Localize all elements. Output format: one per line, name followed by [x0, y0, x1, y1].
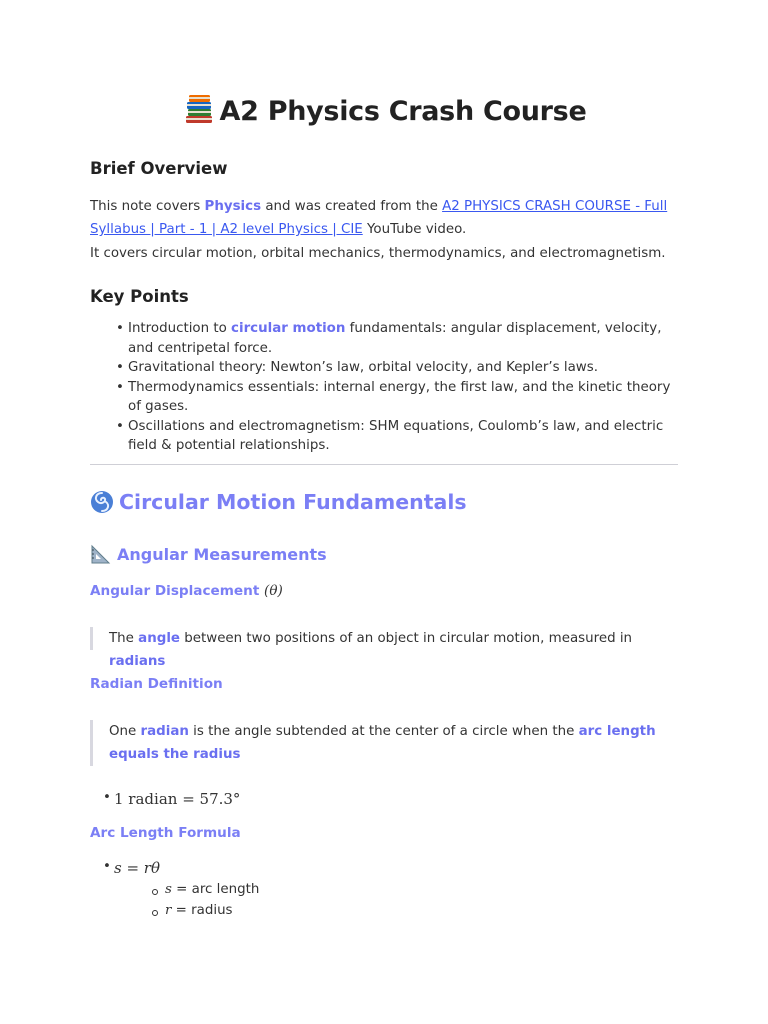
key-points-list — [90, 319, 683, 456]
overview-text-middle: and was created from the — [261, 199, 443, 214]
angle-highlight: angle — [138, 631, 180, 646]
page-title — [90, 92, 678, 127]
key-point-1-prefix: Introduction to — [128, 321, 232, 336]
cyclone-icon — [90, 490, 114, 519]
s-description: = arc length — [171, 882, 260, 897]
quote-text: One — [109, 724, 141, 739]
radian-definition-quote — [90, 720, 678, 766]
radians-highlight: radians — [109, 654, 166, 669]
radian-equation: 1 radian = 57.3° — [114, 790, 241, 808]
arc-length-formula-bullet — [114, 859, 160, 877]
variable-r-item — [165, 903, 233, 918]
subsection-heading — [90, 543, 327, 569]
quote-text: between two positions of an object in circular motion, measured in — [180, 631, 633, 646]
arc-length-equals-radius-highlight: arc length equals the radius — [109, 724, 656, 762]
overview-coverage: It covers circular motion, orbital mechanics, thermodynamics, and electromagnetism. — [90, 246, 666, 261]
overview-paragraph — [90, 195, 680, 241]
s-symbol: s — [165, 882, 172, 897]
triangular-ruler-icon — [90, 543, 112, 569]
overview-heading: Brief Overview — [90, 159, 228, 178]
key-point-1-suffix: fundamentals: angular displacement, velocity, and centripetal force. — [128, 321, 662, 356]
variable-s-item — [165, 882, 259, 897]
key-point-item: • Oscillations and electromagnetism: SHM equations, Coulomb’s law, and electric field & potential relationships. — [128, 417, 683, 456]
youtube-video-link[interactable]: A2 PHYSICS CRASH COURSE - Full Syllabus | Part - 1 | A2 level Physics | CIE — [90, 199, 668, 237]
radian-definition-heading: Radian Definition — [90, 676, 223, 692]
key-point-item — [128, 319, 683, 358]
quote-text: The — [109, 631, 139, 646]
radian-value-bullet — [114, 790, 240, 808]
subject-highlight: Physics — [204, 199, 262, 214]
quote-text: is the angle subtended at the center of a circle when the — [188, 724, 579, 739]
key-point-item: • Thermodynamics essentials: internal energy, the first law, and the kinetic theory of gases. — [128, 378, 683, 417]
section-divider — [90, 464, 678, 465]
section-heading-text: Circular Motion Fundamentals — [119, 490, 467, 514]
angular-displacement-quote — [90, 627, 678, 669]
angular-displacement-heading — [90, 583, 283, 599]
theta-symbol: (θ) — [264, 583, 283, 599]
circular-motion-highlight: circular motion — [231, 321, 346, 336]
overview-text-suffix: YouTube video. — [362, 222, 467, 237]
key-point-item: • Gravitational theory: Newton’s law, orbital velocity, and Kepler’s laws. — [128, 358, 683, 378]
angular-displacement-label: Angular Displacement — [90, 583, 260, 599]
section-heading — [90, 490, 467, 519]
radian-highlight: radian — [140, 724, 189, 739]
arc-length-formula: s = rθ — [114, 859, 161, 877]
key-points-heading: Key Points — [90, 287, 189, 306]
subsection-heading-text: Angular Measurements — [117, 545, 327, 564]
page-title-text: A2 Physics Crash Course — [219, 96, 587, 127]
books-icon — [182, 92, 216, 126]
r-symbol: r — [165, 903, 172, 918]
arc-length-heading: Arc Length Formula — [90, 825, 241, 841]
r-description: = radius — [171, 903, 233, 918]
overview-text-prefix: This note covers — [90, 199, 205, 214]
